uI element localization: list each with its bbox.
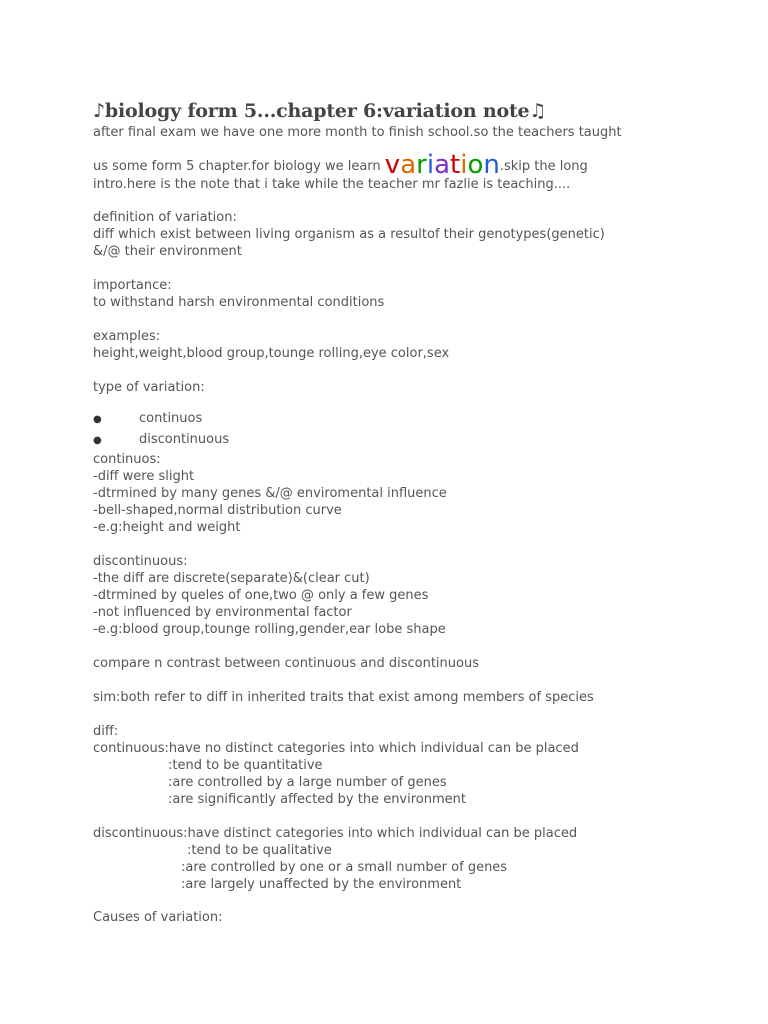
compare-line: compare n contrast between continuous and discontinuous: [93, 656, 479, 671]
definition-line-1: diff which exist between living organism as a resultof their genotypes(genetic): [93, 227, 605, 242]
intro-line-2: [93, 152, 588, 178]
continuos-line: -bell-shaped,normal distribution curve: [93, 503, 342, 518]
rainbow-letter: a: [434, 150, 450, 180]
discontinuous-line: -e.g:blood group,tounge rolling,gender,ear lobe shape: [93, 622, 446, 637]
definition-heading: definition of variation:: [93, 210, 237, 225]
continuos-line: -e.g:height and weight: [93, 520, 241, 535]
diff-continuous-line: :are controlled by a large number of genes: [168, 775, 447, 790]
bullet-icon: ●: [93, 414, 102, 425]
discontinuous-line: -dtrmined by queles of one,two @ only a few genes: [93, 588, 429, 603]
rainbow-letter: o: [467, 150, 484, 180]
discontinuous-line: -the diff are discrete(separate)&(clear cut): [93, 571, 370, 586]
intro-line-3: intro.here is the note that i take while the teacher mr fazlie is teaching....: [93, 177, 571, 192]
discontinuous-heading: discontinuous:: [93, 554, 188, 569]
diff-continuous-line: :tend to be quantitative: [168, 758, 323, 773]
rainbow-letter: i: [426, 150, 435, 180]
diff-discontinuous-line: :are largely unaffected by the environment: [181, 877, 462, 892]
types-heading: type of variation:: [93, 380, 205, 395]
diff-discontinuous-line: discontinuous:have distinct categories into which individual can be placed: [93, 826, 578, 841]
rainbow-word: [384, 150, 500, 180]
continuos-heading: continuos:: [93, 452, 161, 467]
importance-line-1: to withstand harsh environmental conditions: [93, 295, 385, 310]
types-bullet-item: [93, 431, 229, 449]
rainbow-letter: n: [483, 150, 500, 180]
rainbow-letter: i: [460, 150, 468, 180]
rainbow-letter: v: [384, 150, 401, 180]
document-page: [93, 0, 753, 1024]
continuos-line: -diff were slight: [93, 469, 195, 484]
continuos-line: -dtrmined by many genes &/@ enviromental influence: [93, 486, 447, 501]
rainbow-letter: t: [450, 150, 461, 180]
diff-heading: diff:: [93, 724, 119, 739]
diff-discontinuous-line: :are controlled by one or a small number of genes: [181, 860, 508, 875]
rainbow-letter: a: [400, 150, 417, 180]
intro-line-2-after: .skip the long: [499, 159, 588, 174]
page-title: ♪biology form 5...chapter 6:variation note♫: [93, 100, 547, 122]
types-bullet-label: discontinuous: [139, 432, 230, 447]
intro-line-2-before: us some form 5 chapter.for biology we learn: [93, 159, 385, 174]
bullet-icon: ●: [93, 435, 102, 446]
examples-line-1: height,weight,blood group,tounge rolling,eye color,sex: [93, 346, 450, 361]
intro-line-1: after final exam we have one more month to finish school.so the teachers taught: [93, 125, 622, 140]
types-bullet-item: [93, 410, 202, 428]
rainbow-letter: r: [416, 150, 427, 180]
definition-line-2: &/@ their environment: [93, 244, 242, 259]
similarity-line: sim:both refer to diff in inherited traits that exist among members of species: [93, 690, 594, 705]
importance-heading: importance:: [93, 278, 172, 293]
types-bullet-label: continuos: [139, 411, 203, 426]
diff-continuous-line: :are significantly affected by the environment: [168, 792, 466, 807]
causes-heading: Causes of variation:: [93, 910, 223, 925]
discontinuous-line: -not influenced by environmental factor: [93, 605, 352, 620]
diff-discontinuous-line: :tend to be qualitative: [187, 843, 332, 858]
diff-continuous-line: continuous:have no distinct categories into which individual can be placed: [93, 741, 579, 756]
examples-heading: examples:: [93, 329, 161, 344]
